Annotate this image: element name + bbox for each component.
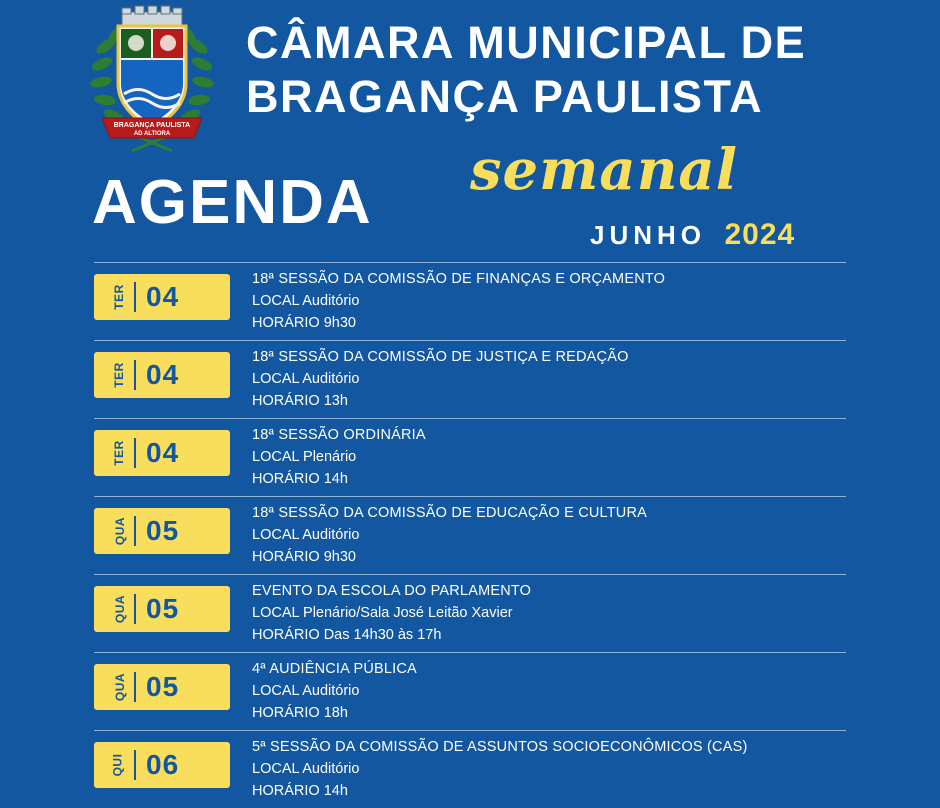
- day-of-week: QUA: [113, 672, 128, 702]
- list-item: [0, 418, 940, 496]
- day-of-week: TER: [111, 362, 126, 388]
- day-badge: [94, 742, 230, 788]
- title-line-2: BRAGANÇA PAULISTA: [246, 71, 764, 122]
- day-badge: [94, 352, 230, 398]
- event-details: [252, 736, 932, 802]
- row-divider: [94, 418, 846, 419]
- month-label: JUNHO: [590, 220, 707, 250]
- day-number: 05: [146, 515, 180, 546]
- list-item: [0, 262, 940, 340]
- event-title: 18ª SESSÃO DA COMISSÃO DE JUSTIÇA E REDAÇÃO: [252, 349, 629, 365]
- svg-text:BRAGANÇA PAULISTA: BRAGANÇA PAULISTA: [113, 122, 191, 129]
- row-divider: [94, 340, 846, 341]
- institution-title: [246, 16, 916, 124]
- list-item: [0, 574, 940, 652]
- badge-separator: [134, 360, 136, 390]
- event-details: [252, 346, 932, 412]
- day-of-week: TER: [111, 284, 126, 310]
- event-details: [252, 268, 932, 334]
- event-time: HORÁRIO 9h30: [252, 315, 356, 331]
- badge-separator: [134, 282, 136, 312]
- day-number: 04: [146, 437, 180, 468]
- day-of-week: QUA: [113, 594, 128, 624]
- badge-separator: [134, 672, 136, 702]
- day-badge: [94, 664, 230, 710]
- row-divider: [94, 496, 846, 497]
- poster-header: [0, 0, 940, 258]
- event-title: EVENTO DA ESCOLA DO PARLAMENTO: [252, 583, 532, 599]
- event-location: LOCAL Plenário: [252, 449, 357, 465]
- day-badge: [94, 508, 230, 554]
- day-number: 05: [146, 593, 180, 624]
- agenda-list: [0, 262, 940, 808]
- event-time: HORÁRIO 9h30: [252, 549, 356, 565]
- event-details: [252, 658, 932, 724]
- event-time: HORÁRIO Das 14h30 às 17h: [252, 627, 442, 643]
- list-item: [0, 496, 940, 574]
- day-number: 05: [146, 671, 180, 702]
- event-location: LOCAL Plenário/Sala José Leitão Xavier: [252, 605, 513, 621]
- event-location: LOCAL Auditório: [252, 371, 360, 387]
- event-title: 5ª SESSÃO DA COMISSÃO DE ASSUNTOS SOCIOECONÔMICOS (CAS): [252, 739, 748, 755]
- day-of-week: QUA: [113, 516, 128, 546]
- day-number: 04: [146, 281, 180, 312]
- event-location: LOCAL Auditório: [252, 293, 360, 309]
- event-time: HORÁRIO 18h: [252, 705, 348, 721]
- event-time: HORÁRIO 13h: [252, 393, 348, 409]
- list-item: [0, 652, 940, 730]
- event-location: LOCAL Auditório: [252, 527, 360, 543]
- day-number: 04: [146, 359, 180, 390]
- badge-separator: [134, 516, 136, 546]
- row-divider: [94, 574, 846, 575]
- event-details: [252, 502, 932, 568]
- event-title: 4ª AUDIÊNCIA PÚBLICA: [252, 661, 417, 677]
- event-location: LOCAL Auditório: [252, 761, 360, 777]
- row-divider: [94, 262, 846, 263]
- row-divider: [94, 652, 846, 653]
- event-location: LOCAL Auditório: [252, 683, 360, 699]
- day-number: 06: [146, 749, 180, 780]
- day-of-week: TER: [111, 440, 126, 466]
- event-title: 18ª SESSÃO DA COMISSÃO DE EDUCAÇÃO E CULTURA: [252, 505, 648, 521]
- coat-of-arms-icon: [88, 6, 216, 156]
- year-label: 2024: [724, 218, 796, 251]
- svg-text:AD ALTIORA: AD ALTIORA: [133, 131, 171, 137]
- semanal-heading: semanal: [470, 137, 738, 203]
- event-time: HORÁRIO 14h: [252, 783, 348, 799]
- day-of-week: QUI: [110, 753, 125, 777]
- event-details: [252, 580, 932, 646]
- badge-separator: [134, 438, 136, 468]
- list-item: [0, 340, 940, 418]
- event-details: [252, 424, 932, 490]
- badge-separator: [134, 750, 136, 780]
- day-badge: [94, 274, 230, 320]
- event-title: 18ª SESSÃO ORDINÁRIA: [252, 427, 426, 443]
- event-title: 18ª SESSÃO DA COMISSÃO DE FINANÇAS E ORÇAMENTO: [252, 271, 666, 287]
- day-badge: [94, 586, 230, 632]
- agenda-heading: AGENDA: [92, 168, 373, 237]
- month-year: [590, 218, 795, 252]
- list-item: [0, 730, 940, 808]
- row-divider: [94, 730, 846, 731]
- event-time: HORÁRIO 14h: [252, 471, 348, 487]
- title-line-1: CÂMARA MUNICIPAL DE: [246, 17, 807, 68]
- day-badge: [94, 430, 230, 476]
- badge-separator: [134, 594, 136, 624]
